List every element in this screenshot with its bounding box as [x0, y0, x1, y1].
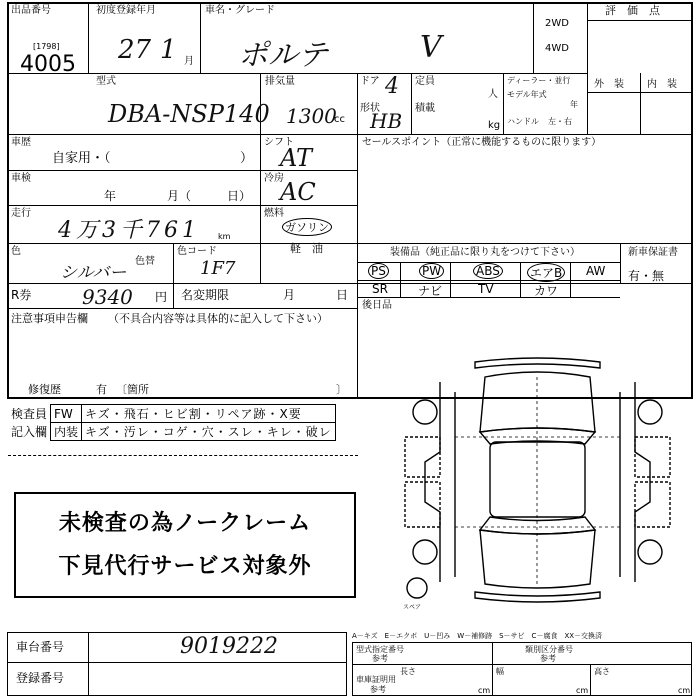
inspection-label: 車検: [11, 173, 31, 184]
fw-items: キズ・飛石・ヒビ割・リペア跡・X要: [82, 405, 336, 423]
color-value: シルバー: [60, 263, 127, 283]
width-label: 幅: [496, 667, 504, 676]
aircon-value: AC: [280, 178, 316, 206]
fuel-gas-circled: ガソリン: [282, 218, 332, 236]
model-label: 型式: [96, 76, 116, 87]
evaluation-label: 評 価 点: [605, 4, 660, 17]
year-unit: 年: [570, 100, 578, 109]
equip-abs: ABS: [473, 263, 503, 279]
inspector-label-2: 記入欄: [11, 425, 48, 439]
car-grade: V: [420, 30, 442, 65]
shape-value: HB: [370, 109, 403, 133]
fuel-label: 燃料: [264, 208, 284, 219]
history-label: 車歴: [11, 137, 31, 148]
new-car-warranty-label: 新車保証書: [628, 247, 678, 258]
rear-items-label: 後日品: [362, 300, 392, 311]
ref-3: 参考: [370, 685, 386, 694]
inspector-label-1: 検査員: [11, 407, 48, 421]
doors-value: 4: [385, 74, 399, 99]
equip-airbag: エアB: [527, 263, 565, 282]
length-label: 長さ: [400, 667, 416, 676]
drive-2wd: 2WD: [545, 18, 569, 29]
equipment-label: 装備品（純正品に限り丸をつけて下さい）: [390, 247, 580, 258]
handle-value: 左・右: [548, 117, 572, 126]
transfer-day: 日: [336, 288, 349, 302]
equip-pw: PW: [419, 263, 444, 279]
cm-3: cm: [678, 686, 691, 695]
mileage-label: 走行: [11, 208, 31, 219]
color-code-value: 1F7: [200, 258, 236, 279]
interior-label: 内 装: [647, 79, 677, 90]
recycle-label: R券: [11, 288, 32, 302]
equip-ps: PS: [368, 263, 389, 279]
first-reg-label: 初度登録年月: [96, 5, 156, 16]
equip-leather: カワ: [534, 284, 559, 298]
cm-2: cm: [576, 686, 589, 695]
capacity-unit: 人: [488, 89, 498, 100]
equip-sr: SR: [372, 282, 388, 296]
repair-label: 修復歴: [28, 383, 61, 396]
load-label: 積載: [415, 103, 435, 114]
inspection-month: 月（: [167, 189, 192, 203]
color-label: 色: [11, 246, 21, 257]
class-label: 類別区分番号: [525, 645, 573, 654]
doors-label: ドア: [360, 76, 380, 87]
fuel-diesel: 軽 油: [290, 242, 323, 255]
displacement-label: 排気量: [265, 76, 295, 87]
ref-2: 参考: [540, 654, 556, 663]
notes-label: 注意事項申告欄: [11, 312, 88, 325]
capacity-label: 定員: [415, 76, 435, 87]
inspection-day: 日）: [227, 189, 252, 203]
drive-4wd: 4WD: [545, 43, 569, 54]
notice-line-1: 未検査の為ノークレーム: [58, 511, 312, 536]
recycle-value: 9340: [82, 285, 133, 309]
notice-box: [14, 492, 356, 598]
type-label: 型式指定番号: [356, 645, 404, 654]
displacement-value: 1300: [286, 104, 337, 128]
first-reg-month: 1: [160, 35, 177, 65]
chassis-label: 車台番号: [16, 640, 65, 654]
model-year-label: モデル年式: [507, 90, 547, 99]
fw-label: FW: [51, 405, 82, 423]
mileage-value: 4万3千761: [58, 218, 200, 243]
first-reg-year: 27: [118, 35, 152, 65]
lot-sub: [1798]: [33, 42, 60, 51]
mileage-unit: km: [218, 232, 231, 241]
displacement-unit: cc: [334, 114, 345, 125]
lot-label: 出品番号: [11, 5, 51, 16]
repair-value: 有: [96, 383, 107, 396]
recycle-unit: 円: [155, 290, 168, 304]
first-reg-month-unit: 月: [184, 56, 194, 67]
equip-aw: AW: [586, 264, 606, 278]
repair-place: 〔箇所: [116, 383, 149, 396]
chassis-value: 9019222: [180, 634, 278, 659]
name-grade-label: 車名・グレード: [205, 5, 275, 16]
color-change-label: 色替: [135, 256, 155, 267]
car-damage-diagram: [395, 352, 680, 614]
history-close: ）: [240, 151, 254, 166]
history-value: 自家用・（: [52, 151, 111, 166]
lot-number: 4005: [20, 52, 76, 77]
color-code-label: 色コード: [177, 246, 217, 257]
notes-hint: （不具合内容等は具体的に記入して下さい）: [108, 312, 328, 325]
transfer-label: 名変期限: [181, 288, 230, 302]
notice-line-2: 下見代行サービス対象外: [58, 554, 312, 579]
cm-1: cm: [478, 686, 491, 695]
inspection-year: 年: [104, 189, 117, 203]
load-unit: kg: [488, 120, 501, 131]
interior-check-label: 内装: [51, 423, 82, 441]
shape-label: 形状: [360, 103, 380, 114]
model-value: DBA-NSP140: [108, 100, 270, 128]
inspector-table: [8, 404, 336, 441]
ref-1: 参考: [372, 654, 388, 663]
transfer-month: 月: [283, 288, 296, 302]
certificate-label: 車庫証明用: [356, 675, 396, 684]
exterior-label: 外 装: [594, 79, 624, 90]
height-label: 高さ: [594, 667, 610, 676]
interior-items: キズ・汚レ・コゲ・穴・スレ・キレ・破レ: [82, 423, 336, 441]
reg-label: 登録番号: [16, 671, 65, 685]
spare-label: スペア: [403, 604, 422, 611]
shift-value: AT: [280, 144, 313, 172]
shift-label: シフト: [264, 137, 294, 148]
damage-legend: A－キズ E－エクボ U－凹み W－補修跡 S－サビ C－腐食 XX－交換済: [352, 632, 603, 640]
sales-point-label: セールスポイント（正常に機能するものに限ります）: [362, 137, 602, 148]
new-car-warranty-value: 有・無: [628, 269, 665, 283]
car-name: ポルテ: [238, 38, 328, 73]
repair-close: 〕: [336, 383, 347, 396]
dealer-label: ディーラー・並行: [507, 76, 571, 85]
aircon-label: 冷房: [264, 173, 284, 184]
equip-navi: ナビ: [418, 284, 443, 298]
equip-tv: TV: [478, 282, 494, 296]
handle-label: ハンドル: [507, 117, 539, 126]
